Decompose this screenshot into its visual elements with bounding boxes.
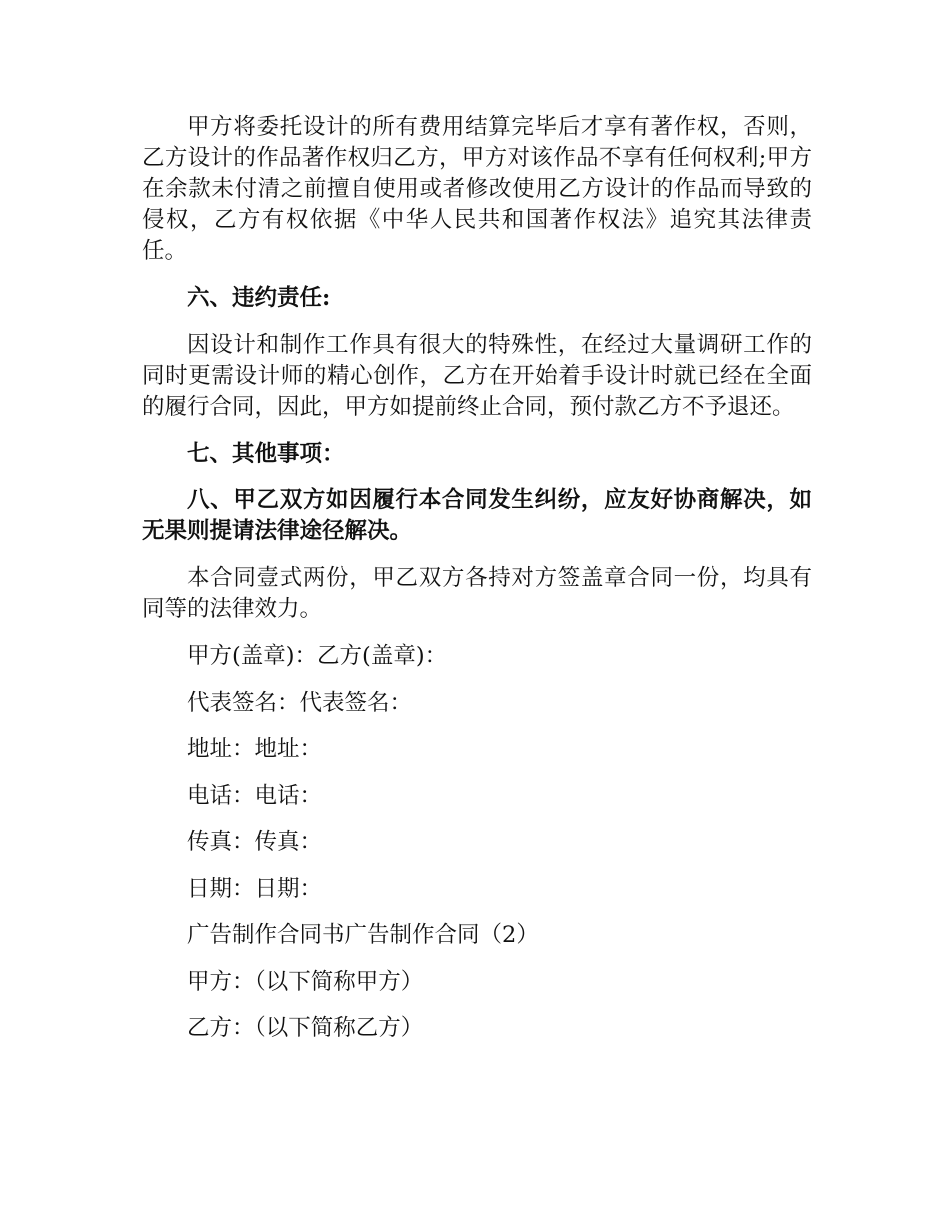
heading-section-7: 七、其他事项：	[187, 440, 345, 467]
line-address: 地址：地址：	[187, 736, 323, 762]
paragraph-breach-clause: 因设计和制作工作具有很大的特殊性，在经过大量调研工作的同时更需设计师的精心创作，乙方在开始着手设计时就已经在全面的履行合同，因此，甲方如提前终止合同，预付款乙方不予退还。	[142, 331, 812, 420]
paragraph-copyright-clause: 甲方将委托设计的所有费用结算完毕后才享有著作权，否则，乙方设计的作品著作权归乙方，甲方对该作品不享有任何权利;甲方在余款未付清之前擅自使用或者修改使用乙方设计的作品而导致的侵权，乙方有权依据《中华人民共和国著作权法》追究其法律责任。	[142, 114, 812, 264]
paragraph-copies-clause: 本合同壹式两份，甲乙双方各持对方签盖章合同一份，均具有同等的法律效力。	[142, 565, 812, 622]
line-date: 日期：日期：	[187, 875, 323, 902]
line-phone: 电话：电话：	[187, 782, 323, 809]
line-signature: 代表签名：代表签名：	[187, 689, 413, 716]
title-contract-2: 广告制作合同书广告制作合同（2）	[187, 922, 539, 948]
line-party-a: 甲方：（以下简称甲方）	[187, 968, 424, 995]
heading-section-8: 八、甲乙双方如因履行本合同发生纠纷，应友好协商解决，如无果则提请法律途径解决。	[142, 487, 812, 544]
line-seal: 甲方(盖章)：乙方(盖章)：	[187, 643, 448, 669]
document-page	[142, 112, 812, 1060]
line-fax: 传真：传真：	[187, 829, 323, 855]
heading-section-6: 六、违约责任:	[187, 285, 331, 311]
line-party-b: 乙方：（以下简称乙方）	[187, 1015, 424, 1041]
